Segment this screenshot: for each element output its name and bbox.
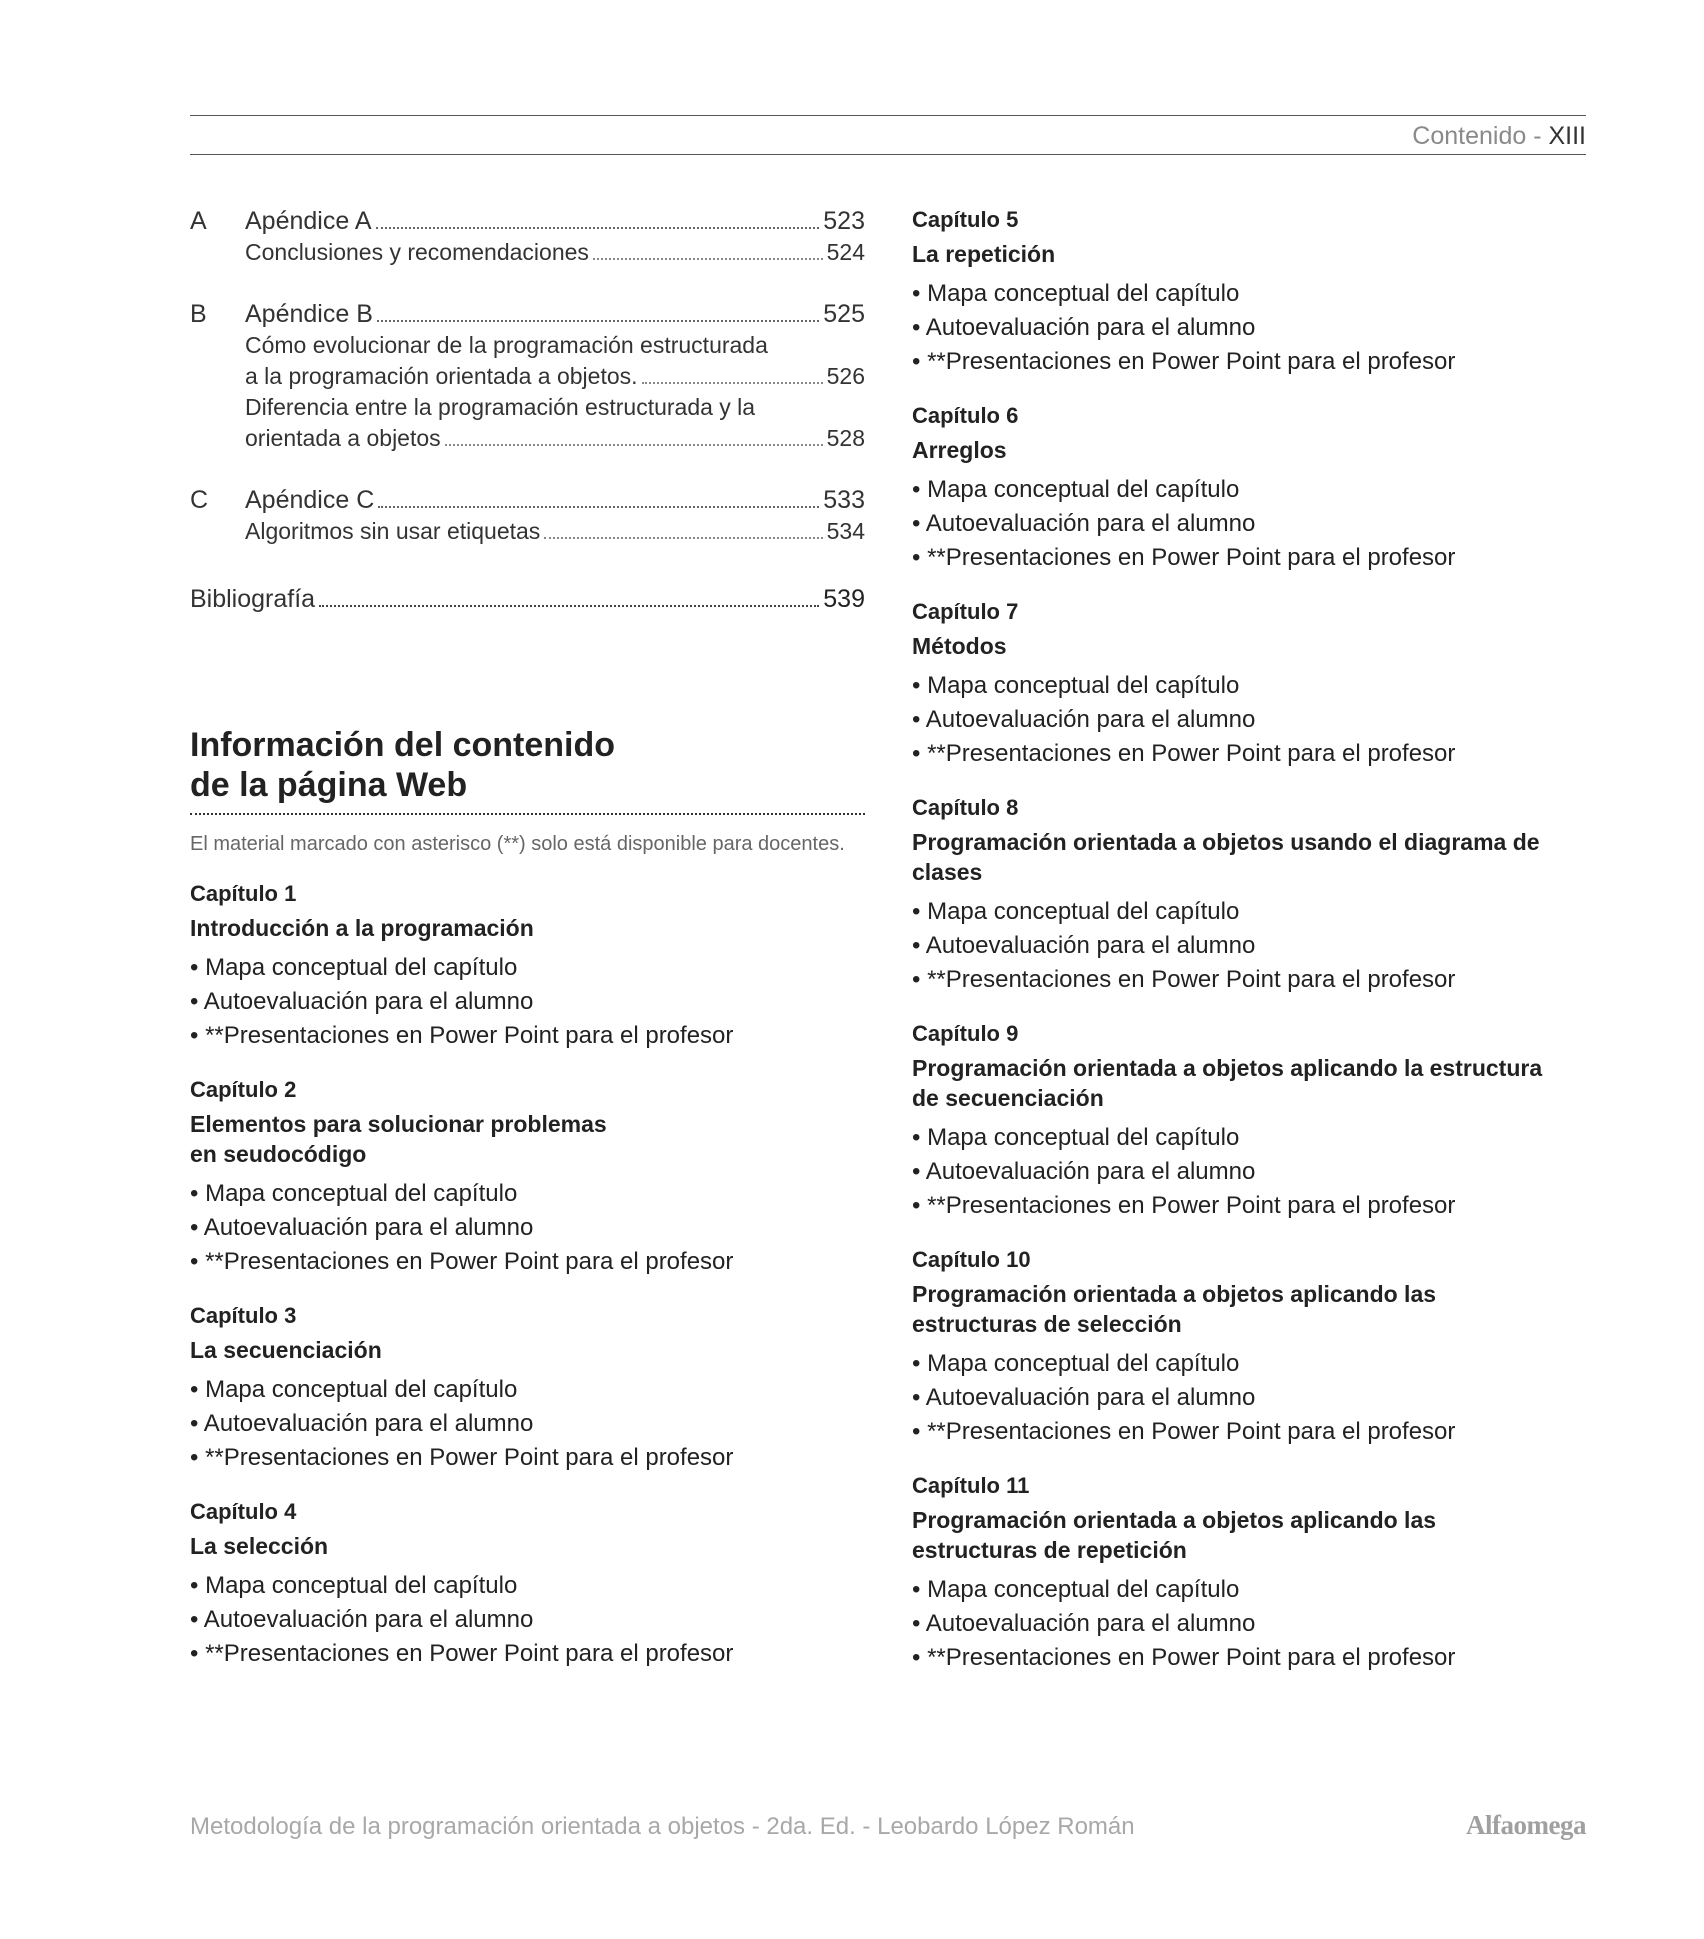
toc-sub-entry	[245, 330, 865, 392]
chapter-item: • Autoevaluación para el alumno	[190, 1603, 865, 1637]
chapter-name	[912, 239, 1592, 269]
chapter-items	[912, 1121, 1592, 1223]
toc-sub-title: Conclusiones y recomendaciones	[245, 239, 589, 265]
chapter-item: • Autoevaluación para el alumno	[912, 703, 1592, 737]
toc-sub-last-line	[245, 423, 865, 454]
toc-letter: B	[190, 300, 207, 328]
chapter-number: Capítulo 1	[190, 881, 297, 906]
chapter-items	[912, 1347, 1592, 1449]
toc-page: 525	[823, 300, 865, 328]
toc-entry	[190, 484, 865, 516]
toc-title: Apéndice C	[245, 486, 375, 514]
chapter-entry	[912, 401, 1592, 575]
chapter-name-line: La secuenciación	[190, 1337, 382, 1363]
chapter-number: Capítulo 6	[912, 403, 1019, 428]
chapter-item: • Autoevaluación para el alumno	[190, 985, 865, 1019]
toc-letter: C	[190, 486, 209, 514]
toc-sub-title-line: a la programación orientada a objetos.	[245, 363, 638, 389]
toc-sub-entry	[245, 392, 865, 454]
chapter-entry	[912, 793, 1592, 997]
chapter-name	[912, 1505, 1592, 1565]
chapter-items	[912, 473, 1592, 575]
toc-sub-title-line: orientada a objetos	[245, 425, 441, 451]
chapter-name	[190, 913, 865, 943]
running-header: Contenido - XIII	[1412, 122, 1586, 150]
chapter-entry	[190, 1075, 865, 1279]
left-column	[190, 205, 865, 1671]
info-dotted-rule	[190, 813, 865, 815]
chapter-item: • Autoevaluación para el alumno	[912, 1607, 1592, 1641]
chapter-name	[912, 631, 1592, 661]
chapter-item: • Autoevaluación para el alumno	[912, 507, 1592, 541]
toc-sub-page: 524	[826, 239, 865, 265]
chapter-name	[912, 1279, 1592, 1339]
chapter-item: • **Presentaciones en Power Point para el profesor	[912, 963, 1592, 997]
chapter-item: • **Presentaciones en Power Point para el profesor	[912, 1415, 1592, 1449]
chapter-items	[912, 669, 1592, 771]
chapter-item: • **Presentaciones en Power Point para el profesor	[190, 1441, 865, 1475]
chapter-item: • Autoevaluación para el alumno	[912, 311, 1592, 345]
footer-book-title: Metodología de la programación orientada a objetos - 2da. Ed. - Leobardo López Román	[190, 1813, 1135, 1840]
chapter-items	[190, 1569, 865, 1671]
chapter-items	[190, 951, 865, 1053]
chapters-right	[912, 205, 1592, 1675]
leader-dots	[377, 320, 819, 322]
chapter-entry	[912, 1471, 1592, 1675]
chapter-item: • Mapa conceptual del capítulo	[912, 669, 1592, 703]
chapter-number: Capítulo 4	[190, 1499, 297, 1524]
chapter-item: • **Presentaciones en Power Point para el profesor	[912, 345, 1592, 379]
chapter-items	[912, 277, 1592, 379]
chapter-item: • Mapa conceptual del capítulo	[912, 473, 1592, 507]
leader-dots	[544, 537, 822, 539]
chapter-item: • Mapa conceptual del capítulo	[912, 1347, 1592, 1381]
info-section-title: Información del contenido de la página Web	[190, 726, 616, 804]
chapter-item: • Mapa conceptual del capítulo	[912, 1121, 1592, 1155]
header-bottom-rule	[190, 154, 1586, 155]
info-note: El material marcado con asterisco (**) solo está disponible para docentes.	[190, 833, 845, 855]
right-column	[912, 205, 1592, 1675]
chapter-number: Capítulo 11	[912, 1473, 1030, 1498]
chapter-name	[190, 1335, 865, 1365]
chapters-left	[190, 879, 865, 1671]
chapter-name-line: de secuenciación	[912, 1085, 1104, 1111]
toc-block	[190, 484, 865, 547]
chapter-name-line: Programación orientada a objetos aplicando las	[912, 1281, 1437, 1307]
leader-dots	[593, 258, 823, 260]
chapter-entry	[190, 879, 865, 1053]
chapter-name-line: Arreglos	[912, 437, 1007, 463]
chapter-item: • Autoevaluación para el alumno	[912, 929, 1592, 963]
toc-block	[190, 298, 865, 454]
toc-sub-last-line	[245, 361, 865, 392]
toc-sub-page: 526	[826, 363, 865, 389]
chapter-entry	[912, 597, 1592, 771]
chapter-number: Capítulo 3	[190, 1303, 297, 1328]
chapter-item: • Mapa conceptual del capítulo	[190, 1569, 865, 1603]
chapter-name-line: en seudocódigo	[190, 1141, 367, 1167]
chapter-entry	[912, 1019, 1592, 1223]
leader-dots	[376, 227, 820, 229]
toc-title: Apéndice A	[245, 207, 372, 235]
chapter-name-line: La repetición	[912, 241, 1056, 267]
chapter-item: • Autoevaluación para el alumno	[190, 1211, 865, 1245]
chapter-number: Capítulo 10	[912, 1247, 1031, 1272]
chapter-name	[912, 827, 1592, 887]
chapter-name-line: La selección	[190, 1533, 329, 1559]
chapter-entry	[190, 1301, 865, 1475]
chapter-entry	[190, 1497, 865, 1671]
chapter-entry	[912, 1245, 1592, 1449]
chapter-name-line: Programación orientada a objetos aplicando las	[912, 1507, 1437, 1533]
chapter-name-line: Introducción a la programación	[190, 915, 534, 941]
chapter-item: • Autoevaluación para el alumno	[912, 1381, 1592, 1415]
leader-dots	[378, 506, 819, 508]
chapter-item: • Mapa conceptual del capítulo	[912, 277, 1592, 311]
chapter-item: • Mapa conceptual del capítulo	[912, 895, 1592, 929]
chapter-items	[912, 1573, 1592, 1675]
publisher-logo: Alfaomega	[1466, 1810, 1586, 1840]
toc-sub-title-line: Cómo evolucionar de la programación estructurada	[245, 332, 768, 358]
toc-block	[190, 205, 865, 268]
toc-letter: A	[190, 207, 207, 235]
chapter-name-line: estructuras de selección	[912, 1311, 1182, 1337]
chapter-name-line: Programación orientada a objetos usando el diagrama de	[912, 829, 1540, 855]
chapter-item: • **Presentaciones en Power Point para el profesor	[912, 737, 1592, 771]
toc-sub-page: 534	[826, 518, 865, 544]
chapter-item: • Autoevaluación para el alumno	[912, 1155, 1592, 1189]
leader-dots	[445, 444, 823, 446]
toc-sub-entry	[245, 237, 865, 268]
chapter-item: • Autoevaluación para el alumno	[190, 1407, 865, 1441]
toc-page: 533	[823, 486, 865, 514]
toc-sub-title-line: Diferencia entre la programación estructurada y la	[245, 394, 756, 420]
toc-sub-page: 528	[826, 425, 865, 451]
chapter-items	[190, 1373, 865, 1475]
chapter-item: • **Presentaciones en Power Point para el profesor	[190, 1637, 865, 1671]
chapter-name-line: clases	[912, 859, 983, 885]
header-top-rule	[190, 115, 1586, 116]
toc-sub-title: Algoritmos sin usar etiquetas	[245, 518, 541, 544]
chapter-item: • **Presentaciones en Power Point para el profesor	[190, 1245, 865, 1279]
chapter-item: • **Presentaciones en Power Point para el profesor	[912, 541, 1592, 575]
chapter-name-line: Elementos para solucionar problemas	[190, 1111, 607, 1137]
chapter-name-line: Métodos	[912, 633, 1007, 659]
leader-dots	[642, 382, 823, 384]
toc-bibliography: Bibliografía 539	[190, 585, 865, 613]
chapter-items	[190, 1177, 865, 1279]
chapter-item: • **Presentaciones en Power Point para el profesor	[190, 1019, 865, 1053]
table-of-contents	[190, 205, 865, 547]
chapter-name-line: estructuras de repetición	[912, 1537, 1187, 1563]
chapter-number: Capítulo 2	[190, 1077, 297, 1102]
chapter-items	[912, 895, 1592, 997]
chapter-number: Capítulo 7	[912, 599, 1019, 624]
chapter-name-line: Programación orientada a objetos aplicando la estructura	[912, 1055, 1543, 1081]
chapter-item: • Mapa conceptual del capítulo	[190, 951, 865, 985]
chapter-number: Capítulo 5	[912, 207, 1019, 232]
chapter-entry	[912, 205, 1592, 379]
page-number: XIII	[1548, 122, 1586, 150]
chapter-item: • Mapa conceptual del capítulo	[190, 1177, 865, 1211]
chapter-name	[912, 1053, 1592, 1113]
chapter-item: • Mapa conceptual del capítulo	[190, 1373, 865, 1407]
chapter-number: Capítulo 8	[912, 795, 1019, 820]
chapter-item: • **Presentaciones en Power Point para el profesor	[912, 1189, 1592, 1223]
toc-entry	[190, 298, 865, 330]
chapter-name	[190, 1109, 865, 1169]
chapter-item: • Mapa conceptual del capítulo	[912, 1573, 1592, 1607]
toc-entry	[190, 205, 865, 237]
chapter-number: Capítulo 9	[912, 1021, 1019, 1046]
toc-sub-entry	[245, 516, 865, 547]
toc-title: Apéndice B	[245, 300, 373, 328]
chapter-item: • **Presentaciones en Power Point para el profesor	[912, 1641, 1592, 1675]
toc-page: 523	[823, 207, 865, 235]
chapter-name	[912, 435, 1592, 465]
chapter-name	[190, 1531, 865, 1561]
